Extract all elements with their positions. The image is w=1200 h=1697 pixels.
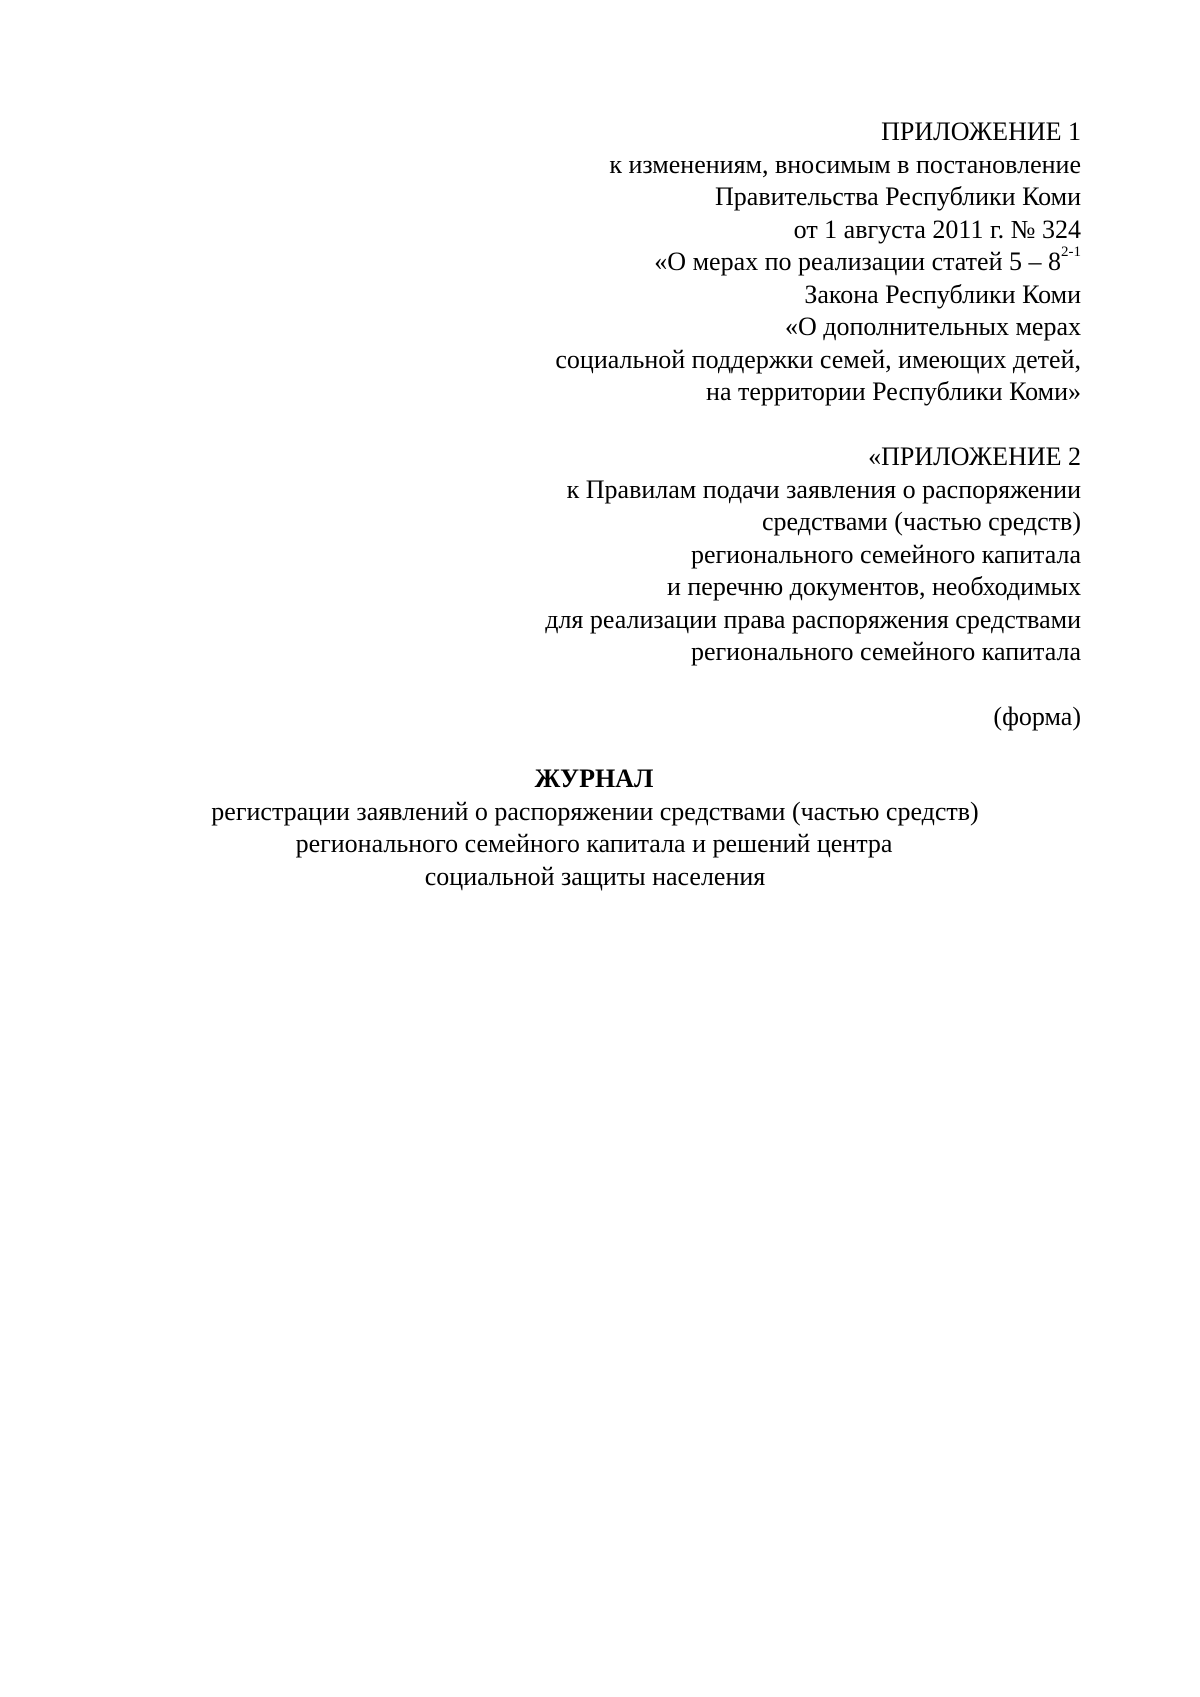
annex-2-line: регионального семейного капитала	[690, 637, 1081, 666]
annex-2-line: и перечню документов, необходимых	[666, 572, 1081, 601]
annex-1-line: «О дополнительных мерах	[784, 312, 1081, 341]
journal-subtitle-line: социальной защиты населения	[424, 861, 766, 891]
annex-1-line: от 1 августа 2011 г. № 324	[793, 214, 1081, 244]
journal-title: ЖУРНАЛ	[534, 764, 654, 793]
annex-2-line: к Правилам подачи заявления о распоряжении	[566, 474, 1081, 504]
annex-2-line: средствами (частью средств)	[762, 507, 1081, 536]
journal-heading	[0, 763, 1200, 893]
annex-1-line: к изменениям, вносимым в постановление	[609, 149, 1081, 179]
annex-1-line: на территории Республики Коми»	[706, 377, 1081, 406]
form-label	[993, 701, 1081, 734]
annex-1-title: ПРИЛОЖЕНИЕ 1	[881, 117, 1081, 146]
annex-1-articles-line	[555, 246, 1081, 279]
annex-1-articles-text: «О мерах по реализации статей 5 – 8	[654, 247, 1061, 276]
annex-1-line: Правительства Республики Коми	[715, 182, 1081, 211]
annex-2-line: для реализации права распоряжения средствами	[545, 604, 1081, 634]
annex-2-line: регионального семейного капитала	[690, 539, 1081, 569]
journal-subtitle-line: регистрации заявлений о распоряжении средствами (частью средств)	[211, 796, 979, 826]
annex-1-line: социальной поддержки семей, имеющих детей,	[555, 344, 1081, 374]
form-label-text: (форма)	[993, 702, 1081, 731]
annex-2-header	[545, 441, 1081, 669]
journal-subtitle-line: регионального семейного капитала и решений центра	[295, 829, 893, 858]
annex-2-title: «ПРИЛОЖЕНИЕ 2	[868, 442, 1081, 471]
annex-1-articles-superscript: 2-1	[1061, 244, 1081, 261]
annex-1-header	[555, 116, 1081, 409]
annex-1-line: Закона Республики Коми	[804, 279, 1081, 309]
